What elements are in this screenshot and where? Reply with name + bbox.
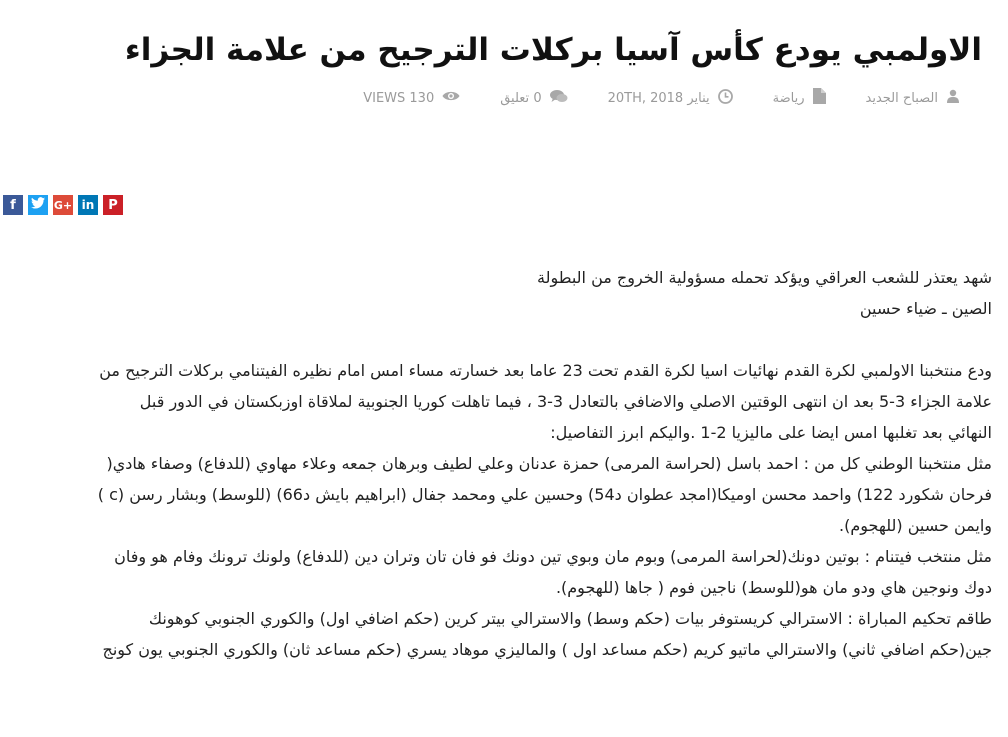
twitter-share-button[interactable]: [28, 195, 48, 215]
article-title: الاولمبي يودع كأس آسيا بركلات الترجيح من علامة الجزاء: [124, 32, 982, 68]
meta-category[interactable]: [773, 88, 826, 108]
body-line: وايمن حسين (للهجوم).: [838, 516, 992, 535]
twitter-icon: [31, 197, 45, 213]
meta-author[interactable]: [866, 89, 960, 107]
file-icon: [813, 88, 826, 108]
article-meta: [363, 88, 960, 108]
facebook-icon: f: [10, 197, 16, 213]
linkedin-icon: in: [81, 198, 95, 212]
body-line: النهائي بعد تغلبها امس ايضا على ماليزيا 2-1 .واليكم ابرز التفاصيل:: [550, 423, 992, 442]
google-plus-icon: G+: [53, 198, 73, 212]
linkedin-share-button[interactable]: [78, 195, 98, 215]
body-line: فرحان شكورد 122) واحمد محسن اوميكا(امجد عطوان د54) وحسين علي ومحمد جفال (ابراهيم بايش د66) (للوسط) وبشار رسن (c ): [97, 485, 992, 504]
user-icon: [946, 89, 960, 107]
category-name: رياضة: [772, 90, 805, 106]
google-plus-share-button[interactable]: [53, 195, 73, 215]
lead-paragraph: [7, 262, 992, 324]
date-text: يناير 20TH, 2018: [607, 90, 710, 106]
article-body: [7, 262, 992, 665]
body-line: مثل منتخبنا الوطني كل من : احمد باسل (لحراسة المرمى) حمزة عدنان وعلي لطيف وبرهان جمعه وعلاء مهاوي (للدفاع) وصفاء هادي(: [106, 454, 992, 473]
body-line: ودع منتخبنا الاولمبي لكرة القدم نهائيات اسيا لكرة القدم تحت 23 عاما بعد خسارته مساء امس امام نظيره الفيتنامي بركلات الترجيح من: [99, 361, 992, 380]
views-count: VIEWS 130: [363, 90, 435, 106]
body-line: مثل منتخب فيتنام : بوتين دونك(لحراسة المرمى) وبوم مان وبوي تين دونك فو فان تان وتران دين (للدفاع) ولونك ترونك وفام هو وفان: [114, 547, 992, 566]
body-line: دوك ونوجين هاي ودو مان هو(للوسط) ناجين فوم ( جاها (للهجوم).: [555, 578, 992, 597]
pinterest-icon: P: [108, 197, 118, 213]
comments-count: 0 تعليق: [500, 90, 542, 106]
comments-icon: [550, 89, 568, 108]
lead-subtitle: شهد يعتذر للشعب العراقي ويؤكد تحمله مسؤولية الخروج من البطولة: [536, 268, 992, 287]
meta-views: [363, 90, 460, 106]
facebook-share-button[interactable]: [3, 195, 23, 215]
eye-icon: [442, 90, 460, 106]
pinterest-share-button[interactable]: [103, 195, 123, 215]
author-name: الصباح الجديد: [865, 90, 938, 106]
share-bar: [3, 195, 128, 215]
lead-byline: الصين ـ ضياء حسين: [859, 299, 992, 318]
body-line: علامة الجزاء 3-5 بعد ان انتهى الوقتين الاصلي والاضافي بالتعادل 3-3 ، فيما تاهلت كوريا الجنوبية لملاقاة اوزبكستان في الدور قبل: [139, 392, 992, 411]
meta-date: [608, 89, 733, 108]
body-line: جين(حكم اضافي ثاني) والاسترالي ماتيو كريم (حكم مساعد اول ) والماليزي موهاد يسري (حكم مساعد ثان) والكوري الجنوبي يون كونج: [102, 640, 992, 659]
clock-icon: [718, 89, 733, 108]
body-line: طاقم تحكيم المباراة : الاسترالي كريستوفر بيات (حكم وسط) والاسترالي بيتر كرين (حكم اضافي اول) والكوري الجنوبي كوهونك: [148, 609, 992, 628]
meta-comments[interactable]: [500, 89, 567, 108]
article-paragraph: [7, 355, 992, 665]
